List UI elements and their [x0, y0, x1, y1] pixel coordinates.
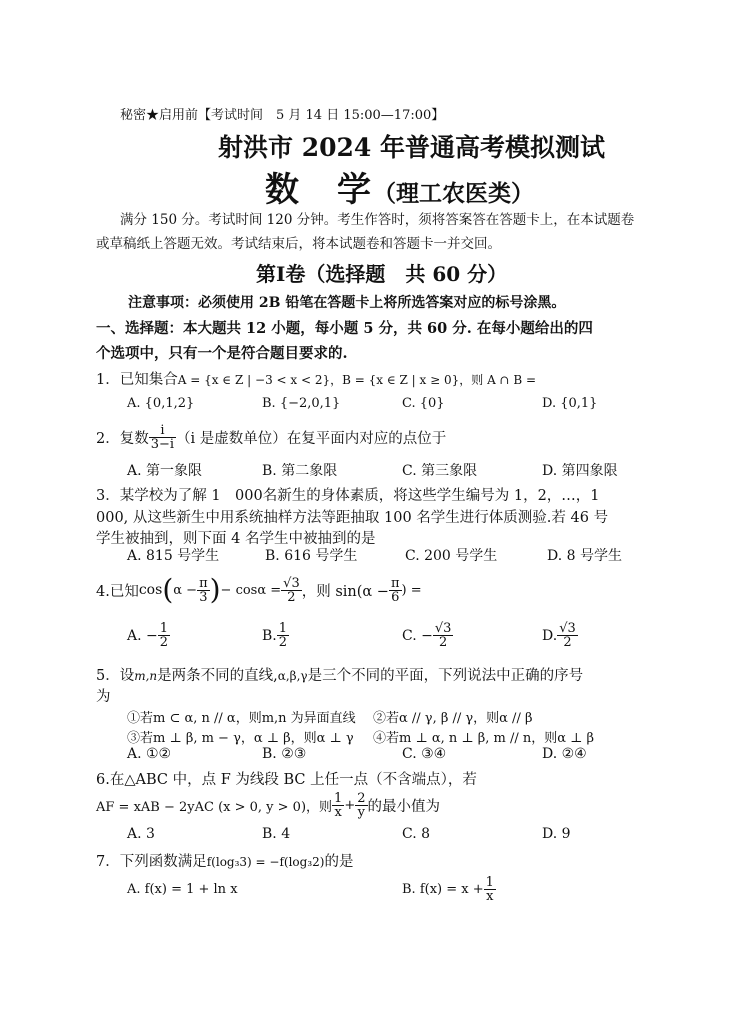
volume-title: 第Ⅰ卷（选择题 共 60 分）: [256, 262, 508, 286]
q6-frac-2: [355, 792, 367, 819]
section-heading-line-2: 个选项中，只有一个是符合题目要求的.: [96, 345, 348, 362]
question-2: [96, 424, 446, 451]
q3-option-c: C. 200 号学生: [405, 548, 498, 564]
q5-statement-1: ①若m ⊂ α, n // α，则m,n 为异面直线: [127, 711, 356, 726]
q4-three: 3: [199, 589, 208, 605]
q4-option-a-den: 2: [159, 635, 169, 650]
q7-option-b-num: 1: [485, 875, 494, 890]
q4-cos: cos: [138, 582, 163, 598]
q1-prefix: 1．已知集合: [96, 372, 178, 388]
q6-option-d: D. 9: [542, 826, 571, 842]
q2-suffix: （i 是虚数单位）在复平面内对应的点位于: [176, 431, 447, 447]
q3-line-3: 学生被抽到，则下面 4 名学生中被抽到的是: [96, 531, 376, 547]
q4-option-d-num: √3: [559, 621, 576, 636]
q5-part-c: 是两条不同的直线,: [157, 668, 278, 684]
q7-option-b-den: x: [486, 889, 494, 904]
q4-option-a-label: A. −: [127, 627, 158, 644]
q4-option-a-num: 1: [159, 621, 169, 636]
q5-statement-2: ②若α // γ, β // γ，则α // β: [373, 711, 533, 726]
q1-option-a: A. {0,1,2}: [127, 396, 195, 411]
q4-sqrt3-over-2: [281, 577, 302, 604]
q4-option-d-label: D.: [542, 627, 558, 644]
q4-pi-over-6: [389, 577, 402, 604]
q5-line-2: 为: [96, 689, 111, 705]
q7-part-c: 的是: [324, 854, 354, 870]
q2-option-c: C. 第三象限: [402, 463, 478, 479]
subject-name: 数 学: [265, 170, 373, 210]
q3-option-d: D. 8 号学生: [547, 548, 622, 564]
q5-line-1: [96, 664, 583, 685]
q4-mid: ，则 sin(α −: [301, 583, 389, 600]
q6-plus: +: [344, 798, 356, 813]
q4-option-a-frac: [158, 622, 170, 649]
q4-pi-2: π: [390, 575, 400, 591]
q2-numerator: i: [149, 424, 176, 438]
q4-option-c-num: √3: [434, 621, 452, 636]
q6-tail: 的最小值为: [367, 799, 440, 815]
q5-part-a: 5．设: [96, 668, 135, 684]
q4-option-d-frac: [557, 622, 578, 649]
subject-title: [265, 162, 534, 211]
question-7: [96, 850, 353, 871]
q2-option-b: B. 第二象限: [262, 463, 338, 479]
q6-frac-1: [332, 792, 344, 819]
q5-mn: m,n: [134, 669, 158, 683]
notice: 注意事项：必须使用 2B 铅笔在答题卡上将所选答案对应的标号涂黑。: [128, 295, 566, 311]
q4-option-b: [262, 622, 289, 649]
q1-set-b: B = {x ∈ Z | x ≥ 0}，则 A ∩ B =: [342, 373, 537, 387]
q4-pi-over-3: [197, 577, 210, 604]
q6-line-1: 6.在△ABC 中，点 F 为线段 BC 上任一点（不含端点），若: [96, 772, 477, 788]
q4-option-b-den: 2: [278, 635, 288, 650]
exam-title: 射洪市 2024 年普通高考模拟测试: [218, 133, 605, 162]
q2-prefix: 2．复数: [96, 431, 149, 447]
intro-line-2: 或草稿纸上答题无效。考试结束后，将本试题卷和答题卡一并交回。: [96, 236, 501, 252]
q6-frac-1-den: x: [334, 805, 342, 820]
q4-option-c-label: C. −: [402, 627, 433, 644]
q5-statement-3: ③若m ⊥ β, m − γ，α ⊥ β，则α ⊥ γ: [127, 731, 354, 746]
q1-set-a: A = {x ∈ Z | −3 < x < 2}，: [177, 373, 343, 387]
q1-option-c: C. {0}: [402, 396, 445, 411]
q7-option-b: [402, 876, 496, 903]
question-4: [96, 570, 422, 610]
q4-option-a: [127, 622, 170, 649]
q4-option-c: [402, 622, 453, 649]
question-1: [96, 368, 536, 389]
q5-option-b: B. ②③: [262, 746, 307, 762]
q6-frac-1-num: 1: [334, 791, 343, 806]
q4-lparen: (: [162, 573, 174, 606]
q6-vector-eq: AF = xAB − 2yAC (x > 0, y > 0)，则: [96, 800, 333, 815]
q6-option-c: C. 8: [402, 826, 431, 842]
q7-option-b-frac: [484, 876, 496, 903]
q4-option-c-frac: [433, 622, 454, 649]
q6-option-b: B. 4: [262, 826, 291, 842]
q4-rparen: ): [209, 573, 221, 606]
q4-two: 2: [287, 589, 296, 605]
q4-option-b-label: B.: [262, 627, 277, 644]
q5-planes: α,β,γ: [277, 669, 308, 683]
q4-option-d: [542, 622, 578, 649]
q4-sqrt3: √3: [283, 575, 300, 591]
q4-alpha-minus: α −: [173, 582, 198, 598]
q3-option-a: A. 815 号学生: [127, 548, 220, 564]
q2-option-a: A. 第一象限: [127, 463, 203, 479]
q5-statement-4: ④若m ⊥ α, n ⊥ β, m // n，则α ⊥ β: [373, 731, 595, 746]
q4-minus-cos: − cosα =: [220, 582, 282, 598]
q4-prefix: 4.已知: [96, 583, 139, 600]
q7-part-a: 7．下列函数满足: [96, 854, 207, 870]
q4-option-b-num: 1: [278, 621, 288, 636]
q7-condition: f(log₃3) = −f(log₃2): [206, 855, 325, 869]
q7-option-b-expr: B. f(x) = x +: [402, 882, 484, 897]
subject-category: （理工农医类）: [373, 180, 534, 207]
q7-option-a: A. f(x) = 1 + ln x: [127, 882, 238, 897]
q1-option-b: B. {−2,0,1}: [262, 396, 341, 411]
q4-option-d-den: 2: [563, 635, 572, 650]
q2-option-d: D. 第四象限: [542, 463, 618, 479]
q6-line-2: [96, 792, 440, 819]
q1-option-d: D. {0,1}: [542, 396, 598, 411]
q4-pi: π: [199, 575, 208, 591]
q6-frac-2-den: y: [357, 805, 366, 820]
exam-time-line: 秘密★启用前【考试时间 5 月 14 日 15:00—17:00】: [120, 108, 445, 123]
section-heading-line-1: 一、选择题：本大题共 12 小题，每小题 5 分，共 60 分. 在每小题给出的四: [96, 320, 593, 337]
q5-part-e: 是三个不同的平面，下列说法中正确的序号: [307, 668, 584, 684]
q5-option-a: A. ①②: [127, 746, 172, 762]
q3-line-2: 000, 从这些新生中用系统抽样方法等距抽取 100 名学生进行体质测验.若 46 号: [96, 510, 609, 526]
q4-option-b-frac: [277, 622, 289, 649]
q3-option-b: B. 616 号学生: [265, 548, 358, 564]
q4-six: 6: [391, 589, 400, 605]
q4-tail: ) =: [401, 582, 422, 598]
q6-frac-2-num: 2: [357, 791, 366, 806]
q2-fraction: [149, 424, 176, 451]
q5-option-d: D. ②④: [542, 746, 587, 762]
q4-option-c-den: 2: [438, 635, 448, 650]
q3-line-1: 3．某学校为了解 1 000名新生的身体素质，将这些学生编号为 1，2，…，1: [96, 488, 600, 504]
q5-option-c: C. ③④: [402, 746, 447, 762]
q6-option-a: A. 3: [127, 826, 155, 842]
intro-line-1: 满分 150 分。考试时间 120 分钟。考生作答时，须将答案答在答题卡上，在本试题卷: [120, 212, 635, 228]
q2-denominator: 3−i: [150, 437, 175, 452]
